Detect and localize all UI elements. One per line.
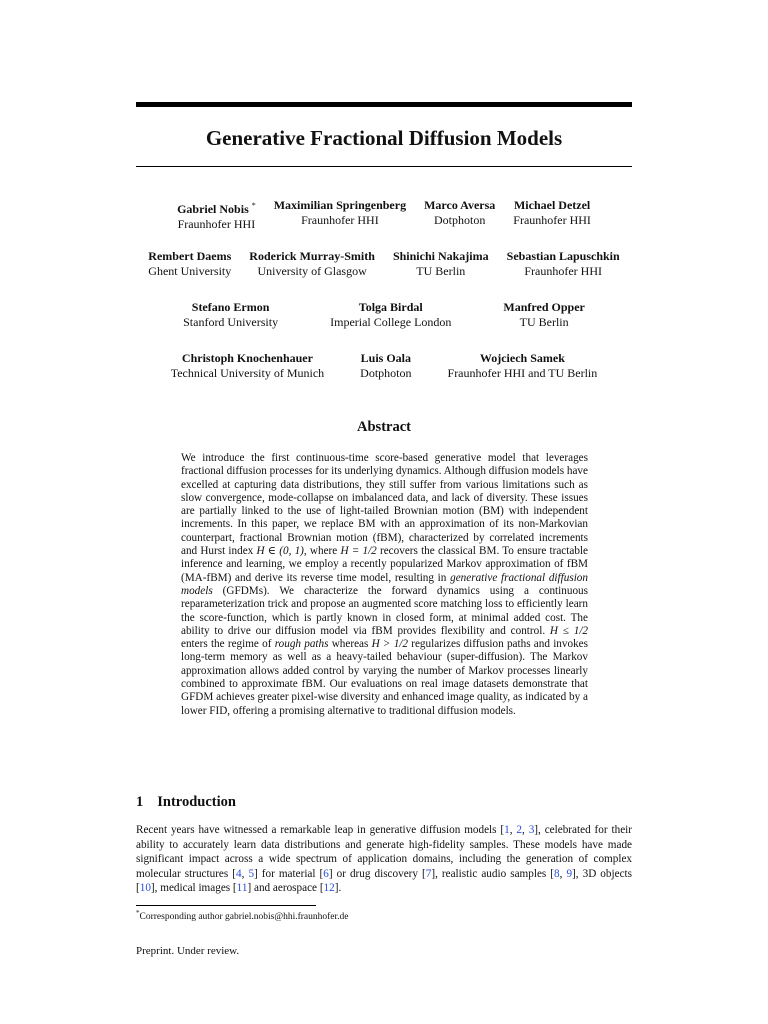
gfdm-term: generative fractional diffusion models: [181, 571, 588, 597]
author: [393, 249, 489, 300]
author: [424, 198, 495, 249]
introduction-text: Recent years have witnessed a remarkable leap in generative diffusion models [1, 2, 3], celebrated for their ability to accurately learn data distributions and generate high-fidelity samples. These models have made significant impact across a wide spectrum of application domains, including the generation of complex molecular structures [4, 5] for material [6] or drug discovery [7], realistic audio samples [8, 9], 3D objects [10], medical images [11] and aerospace [12].: [136, 824, 632, 895]
author-name: Tolga Birdal: [358, 300, 423, 314]
author: [274, 198, 406, 249]
author-name: Manfred Opper: [503, 300, 585, 314]
rough-paths-term: rough paths: [274, 638, 329, 651]
citation-link[interactable]: 11: [236, 882, 248, 895]
author-name: Stefano Ermon: [191, 300, 270, 314]
corresponding-author-mark: *: [251, 201, 256, 210]
footnote-mark: *: [136, 909, 140, 917]
citation-link[interactable]: 1: [504, 824, 510, 836]
author: [183, 300, 278, 351]
author-row: [136, 351, 632, 402]
math-inline: H > 1/2: [371, 638, 408, 651]
citation-link[interactable]: 9: [566, 867, 573, 880]
author: [360, 351, 411, 402]
author-affiliation: Fraunhofer HHI: [301, 213, 379, 227]
author-affiliation: Dotphoton: [434, 213, 486, 227]
abstract-text: We introduce the first continuous-time score-based generative model that leverages fractional diffusion processes for its underlying dynamics. Although diffusion models have excelled at capturing data distributions, they still suffer from various limitations such as slow convergence, mode-collapse on imbalanced data, and lack of diversity. These issues are partially linked to the use of light-tailed Brownian motion (BM) with independent increments. In this paper, we replace BM with an approximation of its non-Markovian counterpart, fractional Brownian motion (fBM), characterized by correlated increments and Hurst index H ∈ (0, 1), where H = 1/2 recovers the classical BM. To ensure tractable inference and learning, we employ a recently popularized Markov approximation of fBM (MA-fBM) and derive its reverse time model, resulting in generative fractional diffusion models (GFDMs). We characterize the forward dynamics using a continuous reparameterization trick and propose an augmented score matching loss to efficiently learn the score-function, which is partly known in closed form, at minimal added cost. The ability to drive our diffusion model via fBM provides flexibility and control. H ≤ 1/2 enters the regime of rough paths whereas H > 1/2 regularizes diffusion paths and invokes long-term memory as well as a heavy-tailed behaviour (super-diffusion). The Markov approximation allows added control by varying the number of Markov processes linearly combined to approximate fBM. Our evaluations on real image datasets demonstrate that GFDM achieves greater pixel-wise diversity and enhanced image quality, as indicated by a lower FID, offering a promising alternative to traditional diffusion models.: [181, 452, 589, 717]
author: [148, 249, 231, 300]
citation-link[interactable]: 10: [139, 882, 151, 895]
author-row: [136, 249, 632, 300]
author-affiliation: Technical University of Munich: [170, 366, 325, 380]
author-name: Michael Detzel: [513, 198, 591, 212]
citation-link[interactable]: 8: [554, 867, 560, 880]
citation-link[interactable]: 2: [516, 824, 523, 836]
author-affiliation: TU Berlin: [519, 315, 569, 329]
author: [249, 249, 375, 300]
author-name: Wojciech Samek: [479, 351, 565, 365]
citation-link[interactable]: 12: [323, 882, 335, 895]
author-block: [136, 198, 632, 402]
author-row: [136, 198, 632, 249]
citation-link[interactable]: 3: [528, 824, 535, 836]
author-affiliation: Dotphoton: [360, 366, 412, 380]
title-top-rule: [136, 102, 632, 107]
footnote-text: Corresponding author gabriel.nobis@hhi.fraunhofer.de: [139, 912, 349, 923]
author-name: Christoph Knochenhauer: [181, 351, 313, 365]
author-affiliation: Fraunhofer HHI: [513, 213, 591, 227]
author: [503, 300, 584, 351]
paper-title: Generative Fractional Diffusion Models: [205, 126, 563, 150]
author-name: Marco Aversa: [424, 198, 496, 212]
author-name: Shinichi Nakajima: [392, 249, 489, 263]
section-number: 1: [136, 794, 144, 810]
author-affiliation: University of Glasgow: [257, 264, 367, 278]
author: [177, 198, 256, 249]
author-affiliation: Fraunhofer HHI and TU Berlin: [447, 366, 598, 380]
citation-link[interactable]: 7: [425, 867, 432, 880]
math-inline: H = 1/2: [340, 545, 377, 558]
author: [171, 351, 324, 402]
section-title: Introduction: [157, 794, 236, 810]
author: [330, 300, 451, 351]
math-inline: H ∈ (0, 1): [256, 545, 304, 558]
author: [448, 351, 598, 402]
author: [507, 249, 620, 300]
author-name: Luis Oala: [360, 351, 412, 365]
author-affiliation: Fraunhofer HHI: [524, 264, 602, 278]
author-name: Gabriel Nobis *: [177, 201, 256, 216]
author-name: Maximilian Springenberg: [273, 198, 407, 212]
citation-link[interactable]: 4: [236, 867, 242, 880]
author-affiliation: TU Berlin: [416, 264, 466, 278]
author-affiliation: Ghent University: [148, 264, 232, 278]
abstract-heading: Abstract: [357, 419, 411, 435]
preprint-notice: Preprint. Under review.: [136, 945, 240, 957]
math-inline: H ≤ 1/2: [549, 624, 589, 637]
author-affiliation: Fraunhofer HHI: [177, 217, 256, 231]
title-bottom-rule: [136, 166, 632, 167]
author-affiliation: Stanford University: [183, 315, 279, 329]
author-name: Roderick Murray-Smith: [249, 249, 375, 263]
author: [513, 198, 591, 249]
author-name: Sebastian Lapuschkin: [506, 249, 620, 263]
author-name: Rembert Daems: [148, 249, 232, 263]
footnote: [136, 907, 632, 924]
author-row: [136, 300, 632, 351]
citation-link[interactable]: 5: [248, 867, 255, 880]
section-heading-introduction: [136, 792, 632, 812]
citation-link[interactable]: 6: [323, 867, 329, 880]
footnote-rule: [136, 905, 316, 906]
author-affiliation: Imperial College London: [330, 315, 452, 329]
